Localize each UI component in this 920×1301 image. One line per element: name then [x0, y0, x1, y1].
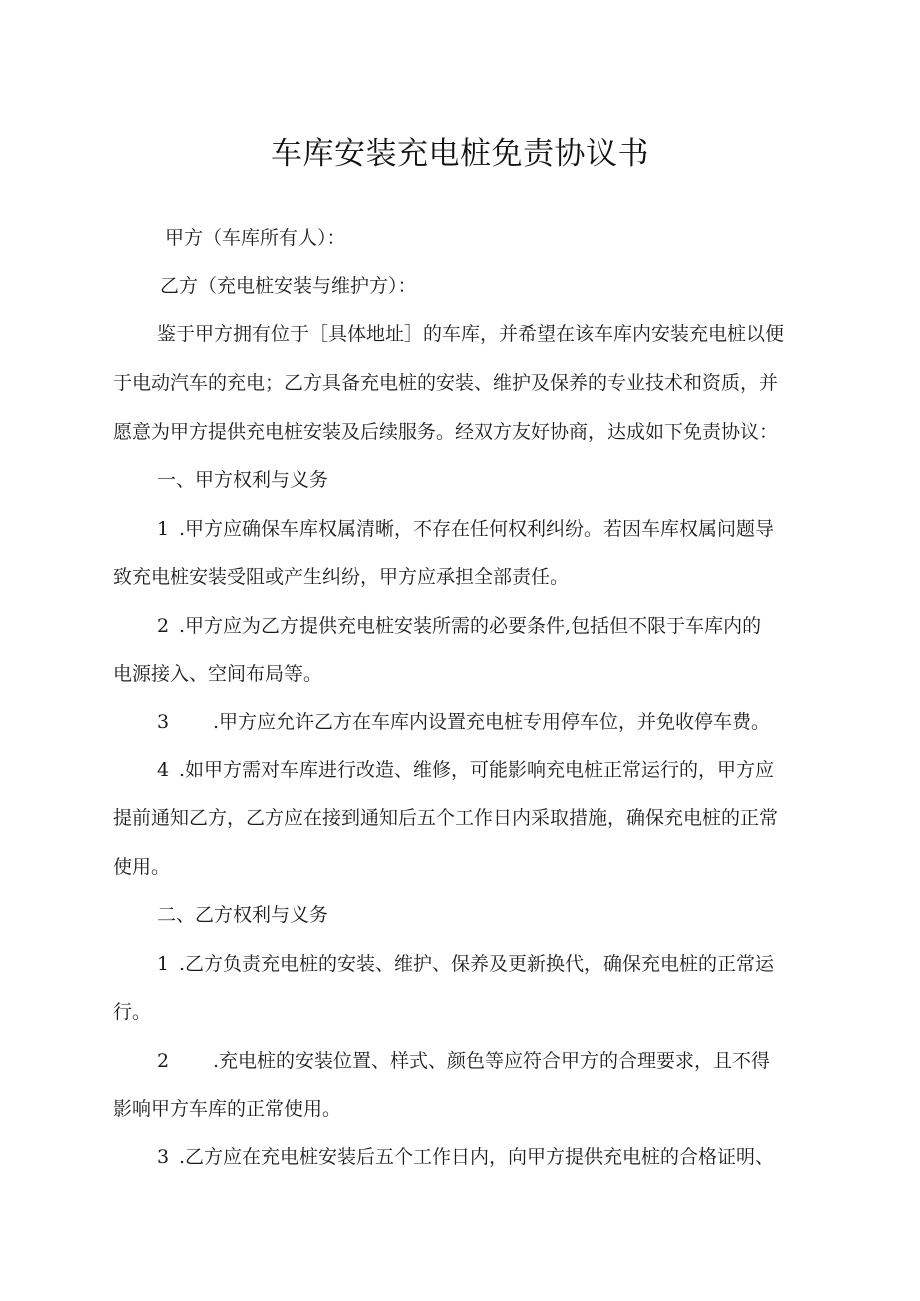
item-number: 4 [157, 759, 170, 781]
intro-line-3: 愿意为甲方提供充电桩安装及后续服务。经双方友好协商，达成如下免责协议： [113, 421, 779, 443]
item-number: 3 [157, 711, 170, 733]
item-text: .甲方应确保车库权属清晰，不存在任何权利纠纷。若因车库权属问题导 [179, 518, 775, 540]
section-2-item-2-line-2: 影响甲方车库的正常使用。 [113, 1098, 342, 1120]
item-number: 1 [157, 953, 170, 975]
section-2-item-1-line-2: 行。 [113, 1001, 152, 1023]
item-text: .甲方应为乙方提供充电桩安装所需的必要条件,包括但不限于车库内的 [179, 615, 762, 637]
item-text: .甲方应允许乙方在车库内设置充电桩专用停车位，并免收停车费。 [213, 711, 771, 733]
item-text: .充电桩的安装位置、样式、颜色等应符合甲方的合理要求，且不得 [213, 1050, 771, 1072]
section-1-item-4-line-2: 提前通知乙方，乙方应在接到通知后五个工作日内采取措施，确保充电桩的正常 [113, 807, 779, 829]
item-number: 1 [157, 518, 170, 540]
section-1-heading: 一、甲方权利与义务 [157, 469, 329, 491]
section-1-item-1-line-1 [157, 517, 774, 541]
item-text: .乙方应在充电桩安装后五个工作日内，向甲方提供充电桩的合格证明、 [179, 1146, 775, 1168]
item-number: 2 [157, 1050, 170, 1072]
intro-line-1: 鉴于甲方拥有位于［具体地址］的车库，并希望在该车库内安装充电桩以便 [157, 323, 785, 345]
section-2-item-2-line-1 [157, 1049, 770, 1073]
section-1-item-3-line-1 [157, 710, 770, 734]
item-number: 2 [157, 615, 170, 637]
section-2-item-1-line-1 [157, 952, 774, 976]
document-title: 车库安装充电桩免责协议书 [271, 136, 649, 172]
section-1-item-1-line-2: 致充电桩安装受阻或产生纠纷，甲方应承担全部责任。 [113, 566, 570, 588]
item-text: .如甲方需对车库进行改造、维修，可能影响充电桩正常运行的，甲方应 [179, 759, 775, 781]
section-1-item-2-line-1 [157, 614, 761, 638]
intro-line-2: 于电动汽车的充电；乙方具备充电桩的安装、维护及保养的专业技术和资质，并 [113, 372, 779, 394]
party-a-line: 甲方（车库所有人）： [165, 227, 346, 249]
section-2-item-3-line-1 [157, 1145, 774, 1169]
section-1-item-4-line-3: 使用。 [113, 856, 171, 878]
item-number: 3 [157, 1146, 170, 1168]
party-b-line: 乙方（充电桩安装与维护方）： [160, 275, 417, 297]
section-1-item-4-line-1 [157, 758, 774, 782]
section-1-item-2-line-2: 电源接入、空间布局等。 [113, 663, 323, 685]
section-2-heading: 二、乙方权利与义务 [157, 904, 329, 926]
item-text: .乙方负责充电桩的安装、维护、保养及更新换代，确保充电桩的正常运 [179, 953, 775, 975]
